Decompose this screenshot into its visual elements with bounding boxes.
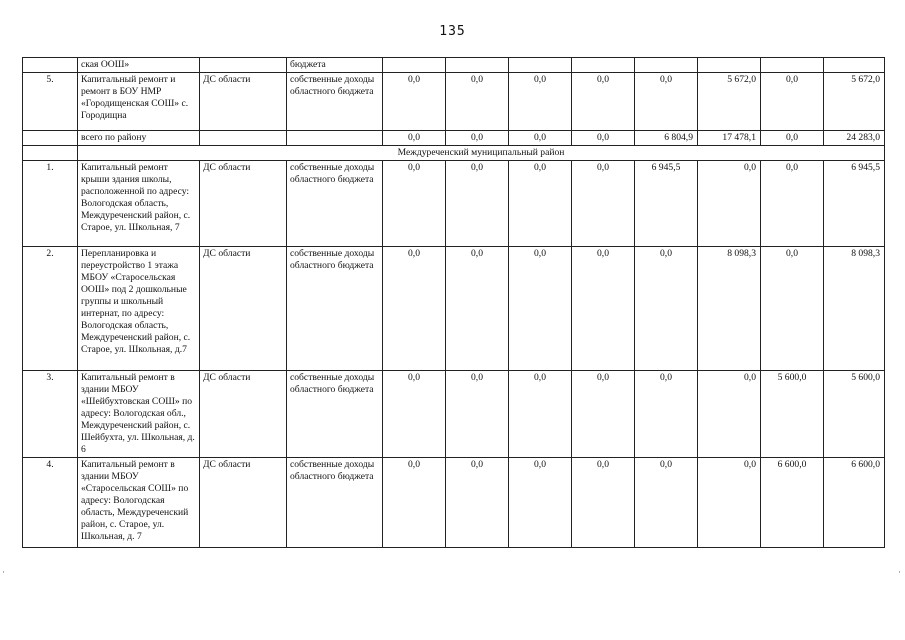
value-cell: 0,0 — [383, 247, 446, 371]
value-cell: 0,0 — [383, 458, 446, 548]
value-cell: 6 600,0 — [824, 458, 885, 548]
page-number: 135 — [439, 24, 466, 39]
value-cell — [509, 58, 572, 73]
table-row — [23, 247, 885, 371]
num-cell: 3. — [23, 371, 78, 458]
value-cell: 5 600,0 — [824, 371, 885, 458]
value-cell: 0,0 — [635, 371, 698, 458]
value-cell: 6 600,0 — [761, 458, 824, 548]
owner-cell — [200, 58, 287, 73]
owner-cell: ДС области — [200, 73, 287, 131]
source-cell: бюджета — [287, 58, 383, 73]
total-value-cell: 0,0 — [761, 131, 824, 146]
section-title: Междуреченский муниципальный район — [78, 146, 885, 161]
table-body — [23, 58, 885, 548]
value-cell: 0,0 — [698, 458, 761, 548]
total-value-cell: 0,0 — [509, 131, 572, 146]
total-label: всего по району — [78, 131, 200, 146]
num-cell — [23, 58, 78, 73]
num-cell — [23, 146, 78, 161]
owner-cell: ДС области — [200, 161, 287, 247]
name-cell: Перепланировка и переустройство 1 этажа МБОУ «Старосельская ООШ» под 2 дошкольные группы и школьный интернат, по адресу: Вологодская область, Междуреченский район, с. Старое, ул. Школьная, д.7 — [78, 247, 200, 371]
name-cell: Капитальный ремонт крыши здания школы, расположенной по адресу: Вологодская область, Междуреченский район, с. Старое, ул. Школьная, 7 — [78, 161, 200, 247]
value-cell: 5 672,0 — [824, 73, 885, 131]
num-cell — [23, 131, 78, 146]
value-cell: 8 098,3 — [698, 247, 761, 371]
num-cell: 1. — [23, 161, 78, 247]
name-cell: Капитальный ремонт в здании МБОУ «Шейбухтовская СОШ» по адресу: Вологодская обл., Междуреченский район, с. Шейбухта, ул. Школьная, д. 6 — [78, 371, 200, 458]
value-cell: 0,0 — [509, 371, 572, 458]
value-cell: 0,0 — [572, 458, 635, 548]
value-cell — [824, 58, 885, 73]
value-cell — [572, 58, 635, 73]
value-cell — [698, 58, 761, 73]
value-cell: 0,0 — [509, 161, 572, 247]
source-cell: собственные доходы областного бюджета — [287, 371, 383, 458]
value-cell: 0,0 — [698, 161, 761, 247]
value-cell — [635, 58, 698, 73]
source-cell: собственные доходы областного бюджета — [287, 73, 383, 131]
owner-cell: ДС области — [200, 458, 287, 548]
value-cell: 0,0 — [509, 458, 572, 548]
source-cell: собственные доходы областного бюджета — [287, 247, 383, 371]
owner-cell: ДС области — [200, 247, 287, 371]
total-row — [23, 131, 885, 146]
total-value-cell: 0,0 — [446, 131, 509, 146]
value-cell: 0,0 — [572, 73, 635, 131]
value-cell — [383, 58, 446, 73]
value-cell: 5 600,0 — [761, 371, 824, 458]
value-cell: 6 945,5 — [635, 161, 698, 247]
margin-mark: · — [898, 567, 901, 577]
source-cell — [287, 131, 383, 146]
budget-table — [22, 57, 885, 548]
value-cell: 0,0 — [509, 247, 572, 371]
owner-cell: ДС области — [200, 371, 287, 458]
value-cell: 0,0 — [383, 371, 446, 458]
table-row — [23, 458, 885, 548]
value-cell: 0,0 — [446, 371, 509, 458]
table-row — [23, 73, 885, 131]
value-cell: 0,0 — [572, 161, 635, 247]
value-cell — [446, 58, 509, 73]
num-cell: 4. — [23, 458, 78, 548]
source-cell: собственные доходы областного бюджета — [287, 458, 383, 548]
value-cell: 0,0 — [761, 161, 824, 247]
value-cell: 8 098,3 — [824, 247, 885, 371]
value-cell: 0,0 — [635, 458, 698, 548]
value-cell: 0,0 — [572, 371, 635, 458]
value-cell: 0,0 — [698, 371, 761, 458]
value-cell: 0,0 — [446, 161, 509, 247]
owner-cell — [200, 131, 287, 146]
name-cell: Капитальный ремонт в здании МБОУ «Старосельская СОШ» по адресу: Вологодская область, Междуреченский район, с. Старое, ул. Школьная, д. 7 — [78, 458, 200, 548]
value-cell: 0,0 — [446, 73, 509, 131]
total-value-cell: 6 804,9 — [635, 131, 698, 146]
value-cell — [761, 58, 824, 73]
num-cell: 2. — [23, 247, 78, 371]
value-cell: 0,0 — [509, 73, 572, 131]
table-row — [23, 161, 885, 247]
value-cell: 0,0 — [572, 247, 635, 371]
value-cell: 0,0 — [635, 73, 698, 131]
total-value-cell: 0,0 — [572, 131, 635, 146]
total-value-cell: 0,0 — [383, 131, 446, 146]
margin-mark: · — [2, 567, 5, 577]
total-value-cell: 17 478,1 — [698, 131, 761, 146]
value-cell: 0,0 — [383, 73, 446, 131]
value-cell: 0,0 — [635, 247, 698, 371]
num-cell: 5. — [23, 73, 78, 131]
value-cell: 0,0 — [446, 247, 509, 371]
name-cell: Капитальный ремонт и ремонт в БОУ НМР «Городищенская СОШ» с. Городищна — [78, 73, 200, 131]
source-cell: собственные доходы областного бюджета — [287, 161, 383, 247]
continuation-row — [23, 58, 885, 73]
value-cell: 6 945,5 — [824, 161, 885, 247]
section-row — [23, 146, 885, 161]
name-cell: ская ООШ» — [78, 58, 200, 73]
table-row — [23, 371, 885, 458]
total-value-cell: 24 283,0 — [824, 131, 885, 146]
value-cell: 5 672,0 — [698, 73, 761, 131]
value-cell: 0,0 — [761, 73, 824, 131]
value-cell: 0,0 — [383, 161, 446, 247]
value-cell: 0,0 — [761, 247, 824, 371]
value-cell: 0,0 — [446, 458, 509, 548]
